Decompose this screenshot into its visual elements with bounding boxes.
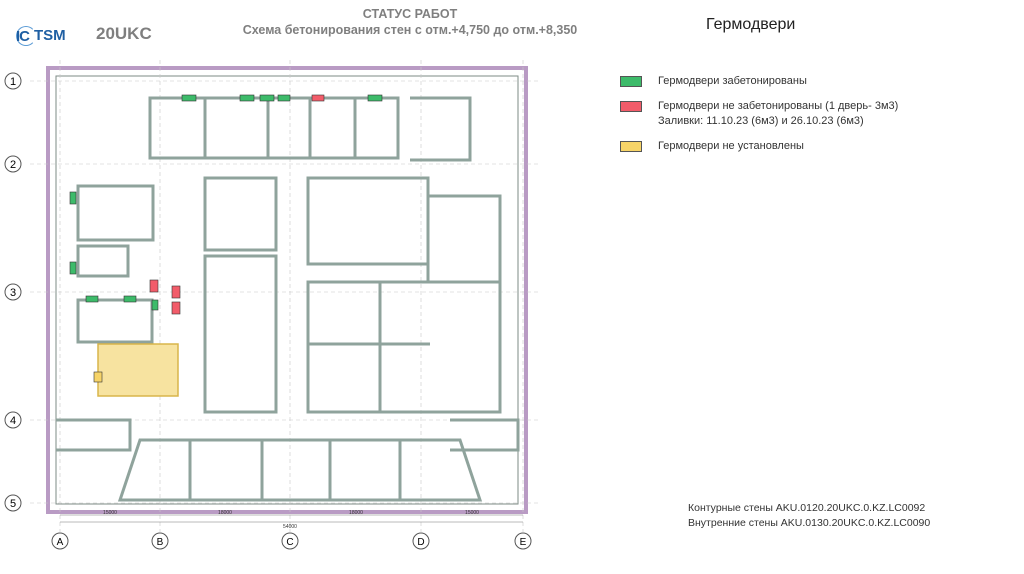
axis-label-row: 5 (9, 498, 17, 510)
door-marker-green (182, 95, 196, 101)
legend-swatch-green (620, 76, 642, 87)
legend-item-not-concreted (620, 99, 1000, 129)
axis-label-row: 3 (9, 287, 17, 299)
legend-sublabel: Заливки: 11.10.23 (6м3) и 26.10.23 (6м3) (658, 115, 864, 127)
door-marker-red (172, 286, 180, 298)
dimension-span: 18000 (349, 510, 363, 516)
dimension-total: 54000 (283, 524, 297, 530)
legend-swatch-yellow (620, 141, 642, 152)
legend (620, 74, 1000, 164)
door-marker-green (86, 296, 98, 302)
axis-label-row: 1 (9, 76, 17, 88)
door-marker-green (70, 262, 76, 274)
legend-label: Гермодвери не установлены (658, 140, 804, 152)
section-heading: Гермодвери (706, 16, 796, 33)
logo-text: TSM (34, 27, 66, 44)
legend-label: Гермодвери не забетонированы (1 дверь- 3м3) (658, 100, 899, 112)
axis-label-col: D (417, 537, 425, 548)
axis-label-col: E (519, 537, 527, 548)
dimension-span: 18000 (218, 510, 232, 516)
title-line-1: СТАТУС РАБОТ (362, 7, 458, 21)
axis-label-row: 2 (9, 159, 17, 171)
legend-item-not-installed (620, 139, 1000, 154)
drawing-references (688, 501, 930, 531)
axis-label-col: B (156, 537, 164, 548)
axis-label-col: A (56, 537, 64, 548)
grid-lines (30, 60, 540, 532)
door-marker-yellow (94, 372, 102, 382)
axis-label-row: 4 (9, 415, 17, 427)
column-axes (52, 533, 531, 549)
door-marker-green (124, 296, 136, 302)
axis-label-col: C (286, 537, 294, 548)
legend-label: Гермодвери забетонированы (658, 75, 807, 87)
outer-walls (48, 68, 526, 512)
door-marker-green (260, 95, 274, 101)
project-code: 20UKC (96, 24, 152, 43)
door-marker-green (278, 95, 290, 101)
row-axes (5, 73, 21, 511)
zone-not-installed (98, 344, 178, 396)
door-marker-red (312, 95, 324, 101)
legend-swatch-red (620, 101, 642, 112)
logo-prefix: IC (16, 28, 29, 45)
door-marker-green (368, 95, 382, 101)
door-marker-red (150, 280, 158, 292)
dimension-span: 15000 (465, 510, 479, 516)
door-marker-green (152, 300, 158, 310)
floor-plan (0, 40, 600, 574)
title-line-2: Схема бетонирования стен с отм.+4,750 до отм.+8,350 (242, 23, 578, 37)
outer-walls-ref: Контурные стены AKU.0120.20UKC.0.KZ.LC0092 (688, 502, 926, 514)
door-marker-red (172, 302, 180, 314)
inner-walls-ref: Внутренние стены AKU.0130.20UKC.0.KZ.LC0090 (688, 517, 931, 529)
door-marker-green (240, 95, 254, 101)
door-marker-green (70, 192, 76, 204)
legend-item-concreted (620, 74, 1000, 89)
dimension-span: 15000 (103, 510, 117, 516)
page-title (240, 6, 580, 38)
